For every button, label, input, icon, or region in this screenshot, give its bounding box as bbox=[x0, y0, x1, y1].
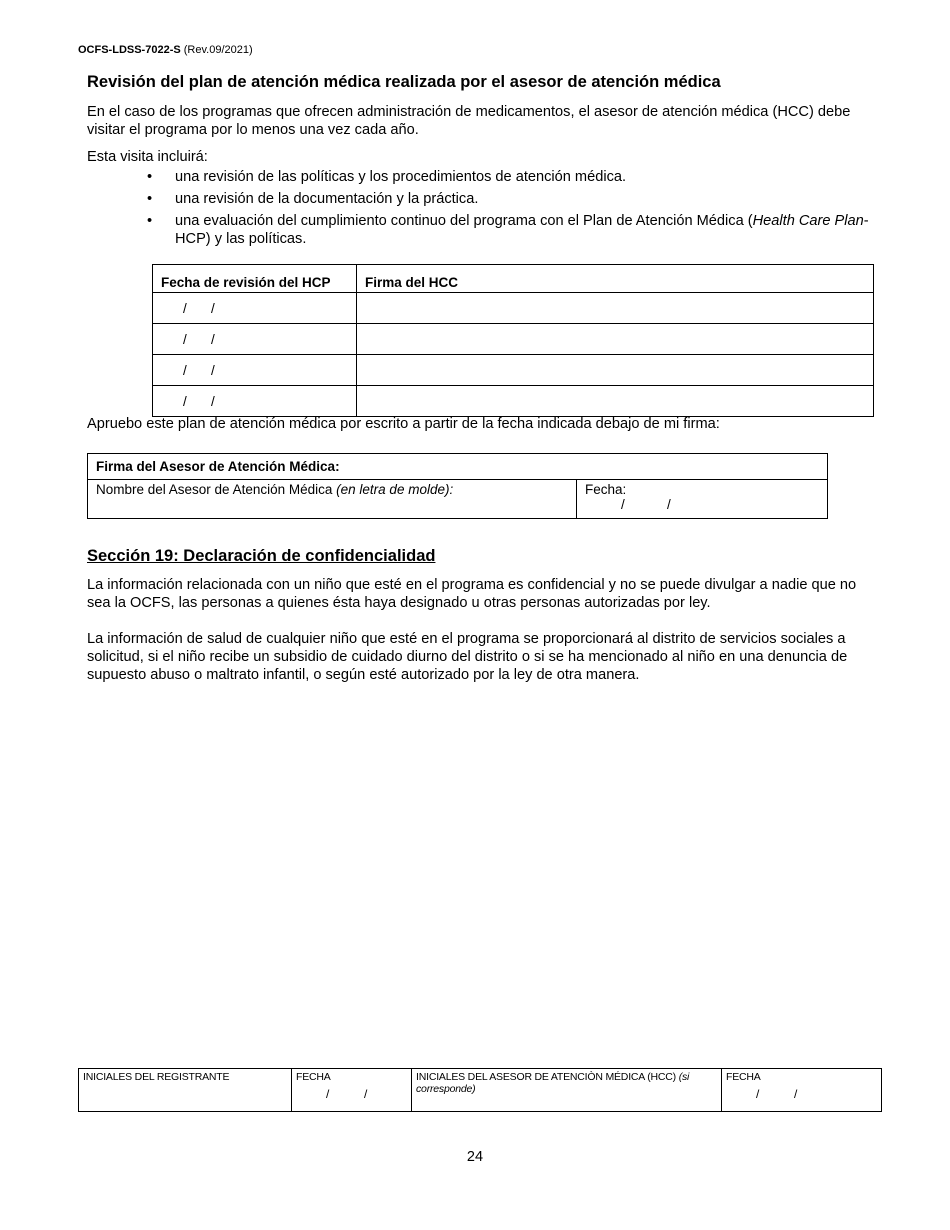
approval-statement: Apruebo este plan de atención médica por escrito a partir de la fecha indicada debajo de mi firma: bbox=[87, 416, 720, 432]
list-item: • una revisión de la documentación y la práctica. bbox=[147, 191, 479, 207]
bullet-icon: • bbox=[147, 213, 153, 229]
hcc-signature-field[interactable] bbox=[88, 454, 828, 480]
review-date-field[interactable]: / / bbox=[153, 355, 357, 386]
form-revision: (Rev.09/2021) bbox=[183, 44, 253, 56]
section-title: Revisión del plan de atención médica realizada por el asesor de atención médica bbox=[87, 73, 721, 91]
table-row bbox=[79, 1069, 882, 1112]
hcp-review-table bbox=[152, 264, 874, 417]
list-item: • una revisión de las políticas y los procedimientos de atención médica. bbox=[147, 169, 627, 185]
form-code: OCFS-LDSS-7022-S bbox=[78, 44, 181, 56]
review-date-field[interactable]: / / bbox=[153, 324, 357, 355]
hcc-date-label: Fecha: bbox=[585, 482, 627, 497]
page-number: 24 bbox=[466, 1149, 484, 1165]
table-row bbox=[153, 355, 874, 386]
column-header-hcc-signature: Firma del HCC bbox=[357, 265, 874, 293]
table-row bbox=[153, 293, 874, 324]
form-identifier bbox=[78, 44, 253, 56]
column-header-review-date: Fecha de revisión del HCP bbox=[153, 265, 357, 293]
hcc-date-field[interactable]: Fecha: / / bbox=[577, 480, 828, 519]
table-row bbox=[153, 324, 874, 355]
hcc-signature-table bbox=[87, 453, 828, 519]
hcc-signature-field[interactable] bbox=[357, 355, 874, 386]
table-header-row bbox=[153, 265, 874, 293]
list-item: • una evaluación del cumplimiento continuo del programa con el Plan de Atención Médica (Health Care Plan-HCP) y las políticas. bbox=[147, 213, 869, 247]
hcc-name-label: Nombre del Asesor de Atención Médica bbox=[96, 482, 333, 497]
hcc-name-field[interactable] bbox=[88, 480, 577, 519]
registrant-initials-field[interactable]: INICIALES DEL REGISTRANTE bbox=[79, 1069, 292, 1112]
table-row bbox=[88, 480, 828, 519]
table-row bbox=[88, 454, 828, 480]
bullet-icon: • bbox=[147, 191, 153, 207]
hcc-signature-field[interactable] bbox=[357, 324, 874, 355]
hcc-initials-field[interactable]: INICIALES DEL ASESOR DE ATENCIÒN MÉDICA (HCC) (si corresponde) bbox=[412, 1069, 722, 1112]
visit-bullet-list bbox=[145, 168, 885, 252]
registrant-date-field[interactable]: FECHA / / bbox=[292, 1069, 412, 1112]
bullet-icon: • bbox=[147, 169, 153, 185]
hcc-name-hint: (en letra de molde): bbox=[336, 482, 454, 497]
visit-intro: Esta visita incluirá: bbox=[87, 149, 208, 165]
footer-initials-table bbox=[78, 1068, 882, 1112]
hcc-signature-label: Firma del Asesor de Atención Médica: bbox=[96, 459, 340, 474]
confidentiality-paragraph-1: La información relacionada con un niño que esté en el programa es confidencial y no se puede divulgar a nadie que no sea la OCFS, las personas a quienes ésta haya designado u otras personas autorizadas por ley. bbox=[87, 577, 857, 611]
review-date-field[interactable]: / / bbox=[153, 386, 357, 417]
review-date-field[interactable]: / / bbox=[153, 293, 357, 324]
table-row bbox=[153, 386, 874, 417]
section-19-title: Sección 19: Declaración de confidencialidad bbox=[87, 547, 436, 565]
hcc-signature-field[interactable] bbox=[357, 293, 874, 324]
hcc-signature-field[interactable] bbox=[357, 386, 874, 417]
hcc-initials-date-field[interactable]: FECHA / / bbox=[722, 1069, 882, 1112]
confidentiality-paragraph-2: La información de salud de cualquier niño que esté en el programa se proporcionará al distrito de servicios sociales a solicitud, si el niño recibe un subsidio de cuidado diurno del distrito o si se ha mencionado al niño en una denuncia de supuesto abuso o maltrato infantil, o según esté autorizado por la ley de otra manera. bbox=[87, 631, 848, 683]
intro-paragraph: En el caso de los programas que ofrecen administración de medicamentos, el asesor de atención médica (HCC) debe visitar el programa por lo menos una vez cada año. bbox=[87, 104, 851, 138]
